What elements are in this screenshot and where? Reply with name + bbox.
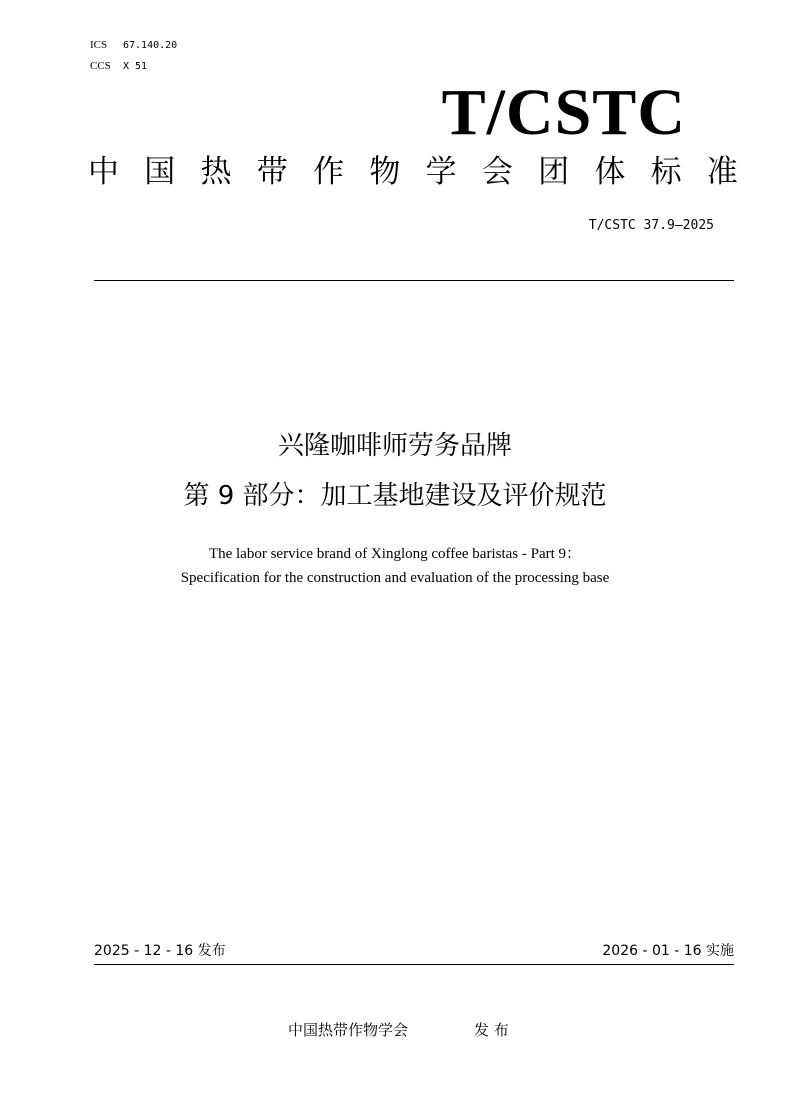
ccs-label: CCS xyxy=(90,60,111,72)
publish-date: 2025 - 12 - 16 发布 xyxy=(94,943,226,959)
ics-label: ICS xyxy=(90,39,108,51)
org-char: 准 xyxy=(706,154,738,190)
org-char: 作 xyxy=(313,154,345,190)
implement-date: 2026 - 01 - 16 实施 xyxy=(602,943,734,959)
issuer-name: 中国热带作物学会 xyxy=(288,1021,409,1039)
ccs-line xyxy=(90,61,147,72)
ics-line xyxy=(90,40,177,51)
org-char: 国 xyxy=(144,154,176,190)
title-en-line1: The labor service brand of Xinglong coffee baristas - Part 9： xyxy=(208,546,582,562)
standard-number: T/CSTC 37.9—2025 xyxy=(588,218,714,233)
standard-brand: T/CSTC xyxy=(441,76,686,149)
header-divider xyxy=(94,280,734,281)
title-zh-line1: 兴隆咖啡师劳务品牌 xyxy=(277,431,512,461)
organization-title xyxy=(88,152,738,192)
org-char: 热 xyxy=(200,154,232,190)
issuer-label: 发 布 xyxy=(474,1021,509,1039)
ics-code: 67.140.20 xyxy=(123,40,178,51)
org-char: 物 xyxy=(369,154,401,190)
org-char: 标 xyxy=(650,154,682,190)
org-char: 会 xyxy=(481,154,513,190)
footer-divider xyxy=(94,964,734,965)
org-char: 中 xyxy=(88,154,119,190)
ccs-code: X 51 xyxy=(123,61,148,72)
org-char: 团 xyxy=(538,154,570,190)
title-zh-line2: 第 9 部分：加工基地建设及评价规范 xyxy=(183,481,607,511)
org-char: 带 xyxy=(256,154,288,190)
org-char: 学 xyxy=(425,154,457,190)
org-char: 体 xyxy=(594,154,626,190)
title-en-line2: Specification for the construction and evaluation of the processing base xyxy=(180,570,610,586)
